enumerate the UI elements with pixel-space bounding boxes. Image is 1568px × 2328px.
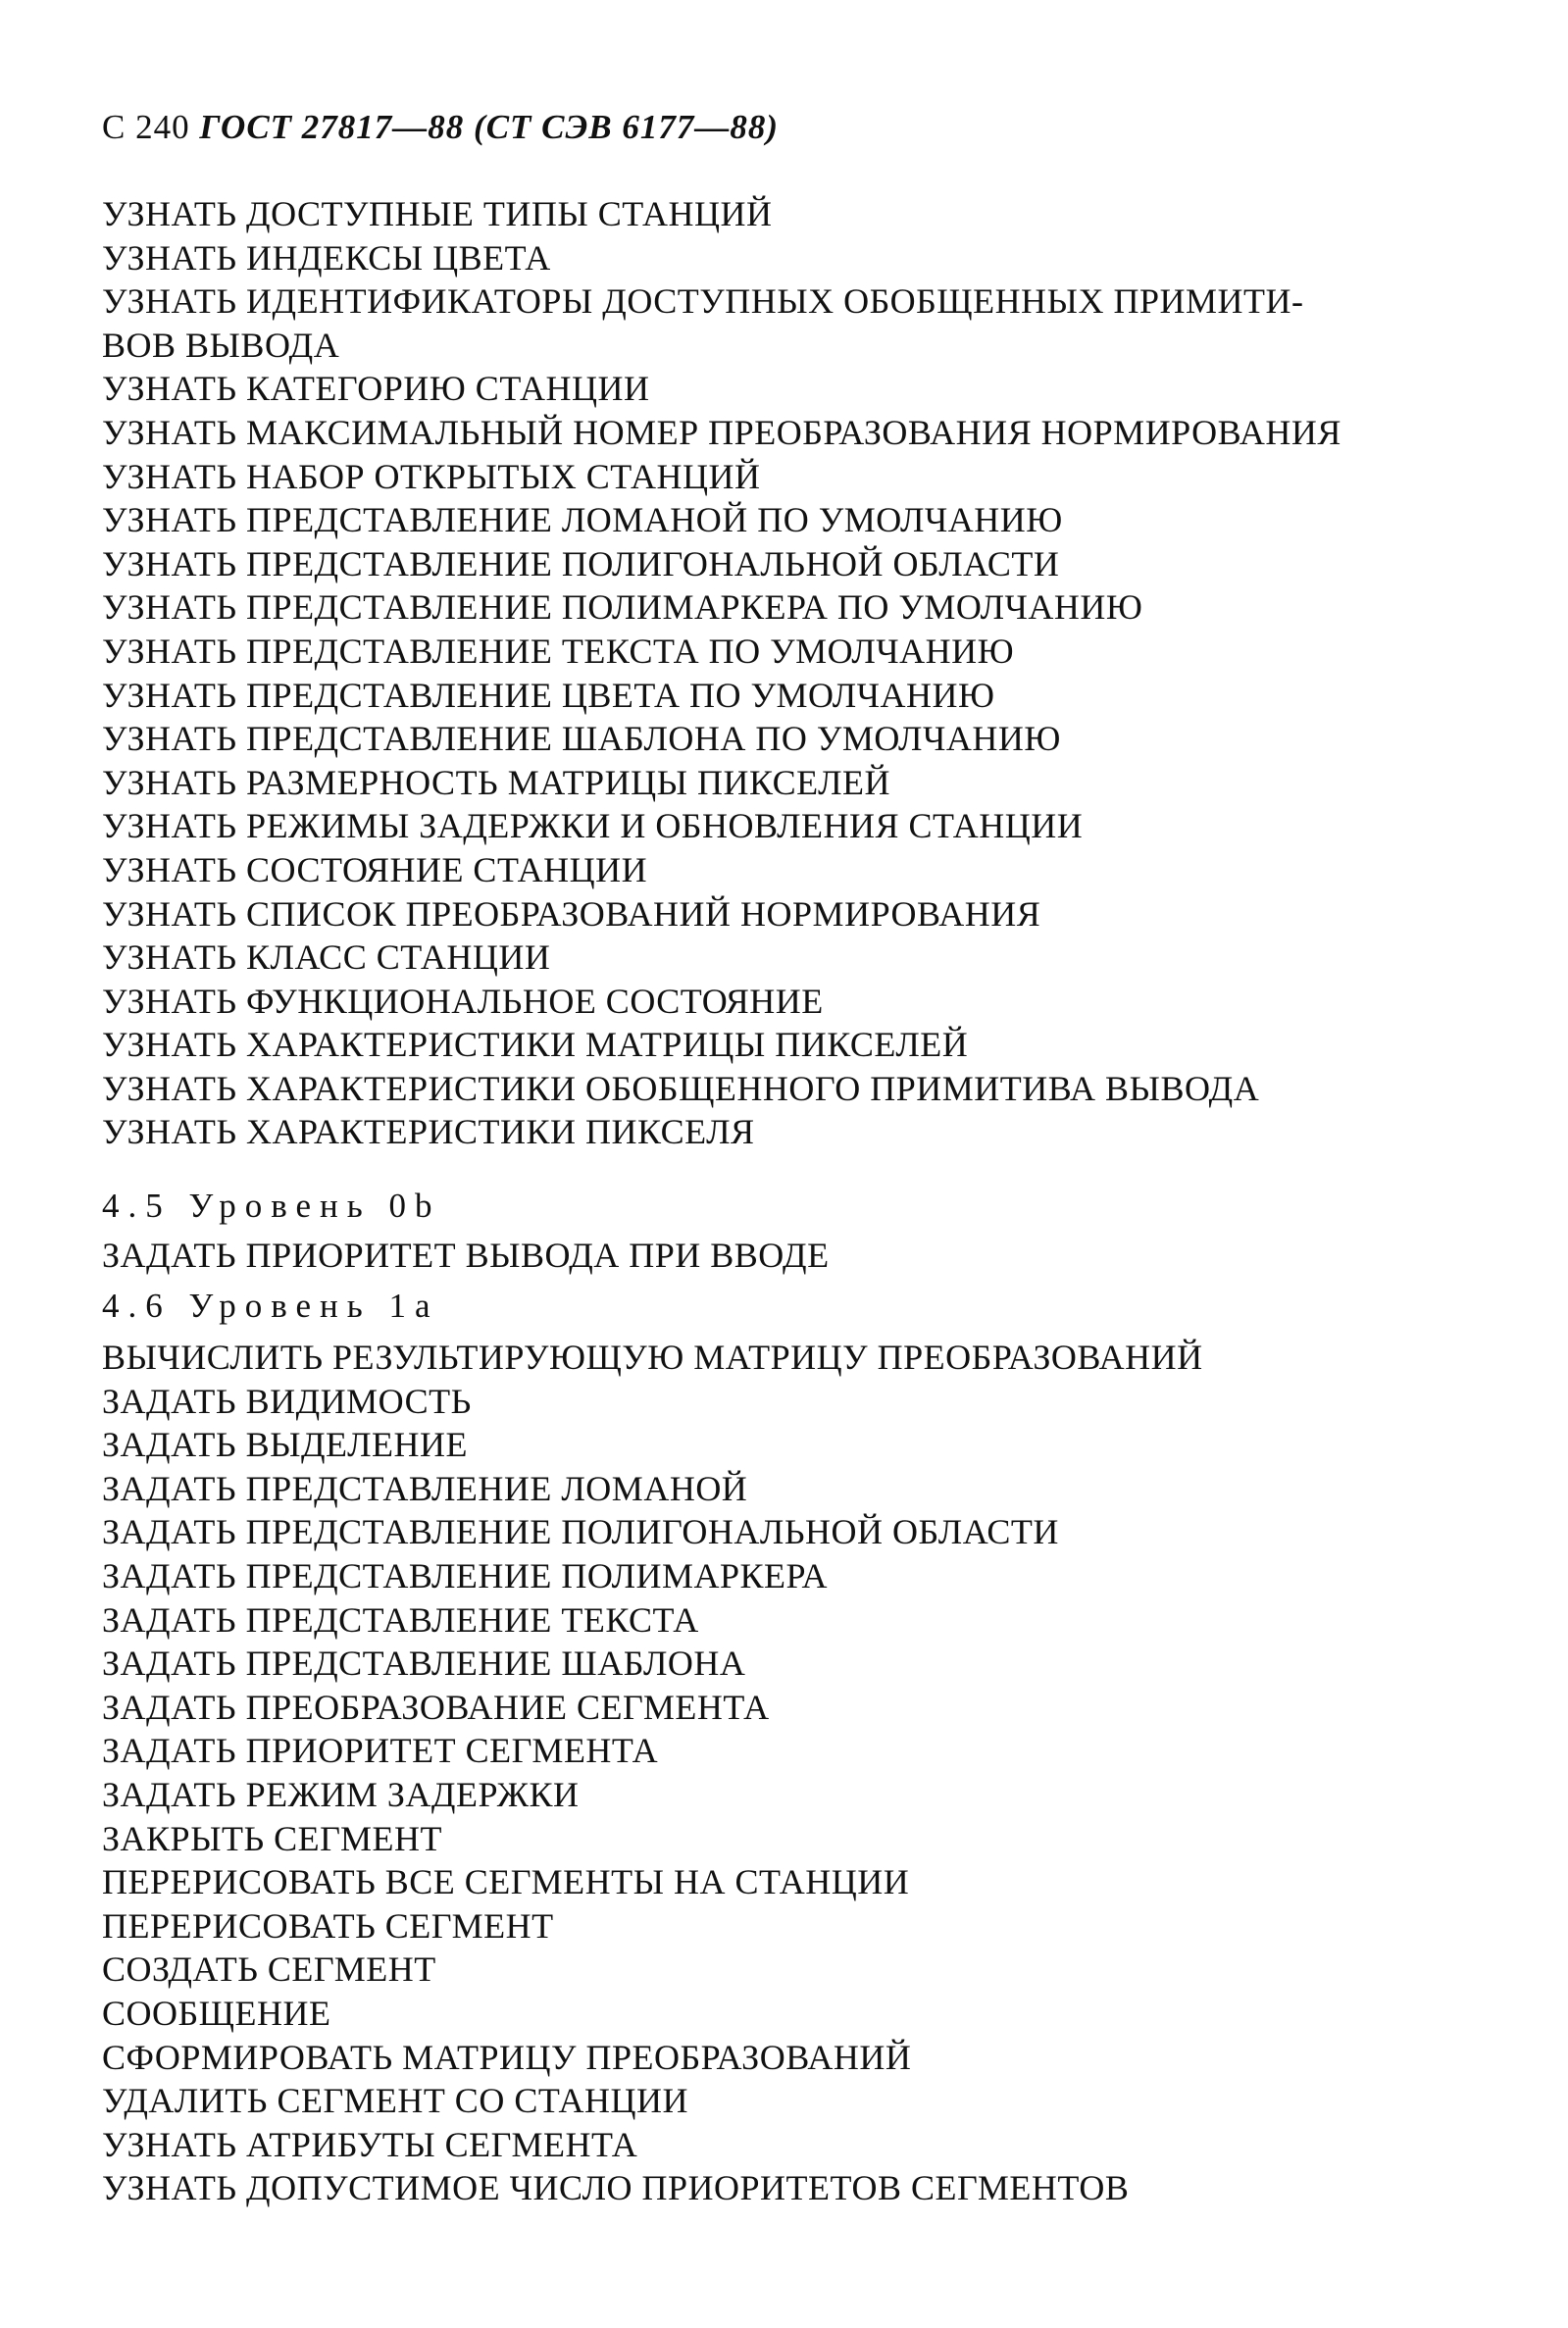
list-item: ВЫЧИСЛИТЬ РЕЗУЛЬТИРУЮЩУЮ МАТРИЦУ ПРЕОБРАЗОВАНИЙ xyxy=(102,1338,1203,1377)
list-item: ЗАДАТЬ ПРЕДСТАВЛЕНИЕ ПОЛИМАРКЕРА xyxy=(102,1555,828,1595)
list-item: УЗНАТЬ СПИСОК ПРЕОБРАЗОВАНИЙ НОРМИРОВАНИЯ xyxy=(102,893,1041,934)
list-item: УЗНАТЬ ДОПУСТИМОЕ ЧИСЛО ПРИОРИТЕТОВ СЕГМЕНТОВ xyxy=(102,2168,1130,2208)
list-item: СООБЩЕНИЕ xyxy=(102,1993,331,2033)
list-item: УЗНАТЬ СОСТОЯНИЕ СТАНЦИИ xyxy=(102,849,648,889)
list-item: УЗНАТЬ ФУНКЦИОНАЛЬНОЕ СОСТОЯНИЕ xyxy=(102,981,824,1021)
section-heading-4-5: 4.5 Уровень 0b xyxy=(102,1187,441,1225)
list-item: УЗНАТЬ ПРЕДСТАВЛЕНИЕ ЛОМАНОЙ ПО УМОЛЧАНИЮ xyxy=(102,500,1063,540)
list-item: УЗНАТЬ АТРИБУТЫ СЕГМЕНТА xyxy=(102,2124,638,2164)
list-item: ЗАКРЫТЬ СЕГМЕНТ xyxy=(102,1818,442,1858)
list-item: ВОВ ВЫВОДА xyxy=(102,325,340,365)
list-item: УЗНАТЬ ИДЕНТИФИКАТОРЫ ДОСТУПНЫХ ОБОБЩЕННЫХ ПРИМИТИ- xyxy=(102,281,1304,322)
list-item: УЗНАТЬ КЛАСС СТАНЦИИ xyxy=(102,937,551,978)
list-item: СФОРМИРОВАТЬ МАТРИЦУ ПРЕОБРАЗОВАНИЙ xyxy=(102,2037,912,2077)
page-number: С 240 xyxy=(102,108,190,146)
standard-title: ГОСТ 27817—88 (СТ СЭВ 6177—88) xyxy=(199,108,780,146)
list-item: УЗНАТЬ ХАРАКТЕРИСТИКИ МАТРИЦЫ ПИКСЕЛЕЙ xyxy=(102,1025,969,1065)
list-item: УЗНАТЬ ПРЕДСТАВЛЕНИЕ ШАБЛОНА ПО УМОЛЧАНИЮ xyxy=(102,719,1061,759)
list-item: ПЕРЕРИСОВАТЬ ВСЕ СЕГМЕНТЫ НА СТАНЦИИ xyxy=(102,1862,910,1902)
list-item: УЗНАТЬ ПРЕДСТАВЛЕНИЕ ТЕКСТА ПО УМОЛЧАНИЮ xyxy=(102,631,1015,671)
list-item: УЗНАТЬ ИНДЕКСЫ ЦВЕТА xyxy=(102,237,551,278)
list-item: УЗНАТЬ ПРЕДСТАВЛЕНИЕ ЦВЕТА ПО УМОЛЧАНИЮ xyxy=(102,675,995,715)
list-item: ЗАДАТЬ ПРИОРИТЕТ ВЫВОДА ПРИ ВВОДЕ xyxy=(102,1236,830,1275)
list-item: УЗНАТЬ НАБОР ОТКРЫТЫХ СТАНЦИЙ xyxy=(102,456,761,496)
list-item: ЗАДАТЬ ВЫДЕЛЕНИЕ xyxy=(102,1425,468,1465)
list-item: ЗАДАТЬ ПРЕДСТАВЛЕНИЕ ШАБЛОНА xyxy=(102,1644,746,1684)
list-item: СОЗДАТЬ СЕГМЕНТ xyxy=(102,1949,436,1990)
list-item: ЗАДАТЬ ВИДИМОСТЬ xyxy=(102,1381,472,1421)
list-item: ЗАДАТЬ ПРЕОБРАЗОВАНИЕ СЕГМЕНТА xyxy=(102,1687,770,1727)
list-item: ЗАДАТЬ ПРИОРИТЕТ СЕГМЕНТА xyxy=(102,1731,659,1771)
list-item: УЗНАТЬ ХАРАКТЕРИСТИКИ ОБОБЩЕННОГО ПРИМИТИВА ВЫВОДА xyxy=(102,1068,1260,1108)
list-item: УЗНАТЬ ДОСТУПНЫЕ ТИПЫ СТАНЦИЙ xyxy=(102,194,773,233)
list-item: ЗАДАТЬ ПРЕДСТАВЛЕНИЕ ЛОМАНОЙ xyxy=(102,1468,748,1508)
list-item: УЗНАТЬ МАКСИМАЛЬНЫЙ НОМЕР ПРЕОБРАЗОВАНИЯ НОРМИРОВАНИЯ xyxy=(102,412,1341,452)
list-item: УЗНАТЬ ПРЕДСТАВЛЕНИЕ ПОЛИМАРКЕРА ПО УМОЛЧАНИЮ xyxy=(102,587,1143,628)
function-list-level-1a xyxy=(102,1336,1475,2210)
function-list-level-0b xyxy=(102,1234,1475,1278)
list-item: УЗНАТЬ ПРЕДСТАВЛЕНИЕ ПОЛИГОНАЛЬНОЙ ОБЛАСТИ xyxy=(102,543,1060,583)
list-item: ЗАДАТЬ РЕЖИМ ЗАДЕРЖКИ xyxy=(102,1774,580,1814)
list-item: УЗНАТЬ ХАРАКТЕРИСТИКИ ПИКСЕЛЯ xyxy=(102,1112,755,1152)
list-item: УЗНАТЬ РЕЖИМЫ ЗАДЕРЖКИ И ОБНОВЛЕНИЯ СТАНЦИИ xyxy=(102,806,1084,846)
list-item: ПЕРЕРИСОВАТЬ СЕГМЕНТ xyxy=(102,1905,554,1946)
list-item: УДАЛИТЬ СЕГМЕНТ СО СТАНЦИИ xyxy=(102,2081,689,2121)
list-item: ЗАДАТЬ ПРЕДСТАВЛЕНИЕ ТЕКСТА xyxy=(102,1599,699,1640)
section-heading-4-6: 4.6 Уровень 1a xyxy=(102,1287,439,1325)
list-item: УЗНАТЬ КАТЕГОРИЮ СТАНЦИИ xyxy=(102,369,650,409)
list-item: УЗНАТЬ РАЗМЕРНОСТЬ МАТРИЦЫ ПИКСЕЛЕЙ xyxy=(102,762,891,802)
function-list-level-0a-continued xyxy=(102,192,1475,1154)
page-header xyxy=(102,106,779,149)
list-item: ЗАДАТЬ ПРЕДСТАВЛЕНИЕ ПОЛИГОНАЛЬНОЙ ОБЛАСТИ xyxy=(102,1512,1059,1552)
